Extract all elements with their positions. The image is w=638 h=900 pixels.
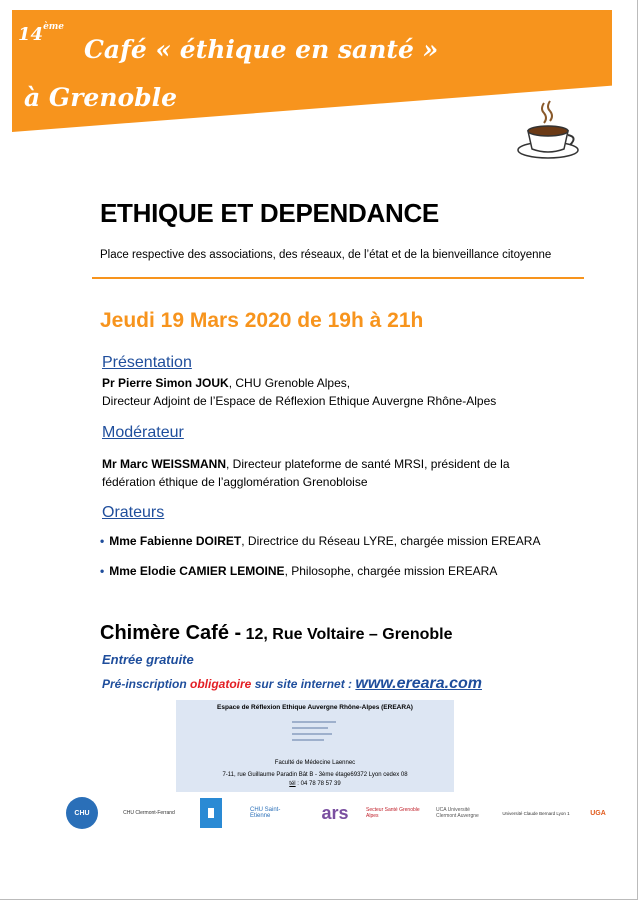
chu-saint-etienne-logo: CHU Saint-Etienne [250, 807, 281, 819]
ucbl-logo: Université Claude Bernard Lyon 1 [502, 810, 570, 816]
moderator-heading: Modérateur [102, 424, 184, 441]
speaker-item: • Mme Elodie CAMIER LEMOINE, Philosophe, chargée mission EREARA [100, 564, 498, 578]
banner-title: Café « éthique en santé » [84, 35, 439, 64]
website-link[interactable]: www.ereara.com [355, 675, 482, 692]
moderator-details: Mr Marc WEISSMANN, Directeur plateforme de santé MRSI, président de la fédération éthique de l’agglomération Grenobloise [102, 457, 510, 489]
event-date: Jeudi 19 Mars 2020 de 19h à 21h [100, 309, 424, 332]
divider [92, 277, 584, 279]
uga-logo: UGA [590, 809, 606, 817]
presentation-details: Pr Pierre Simon JOUK, CHU Grenoble Alpes, Directeur Adjoint de l’Espace de Réflexion Ethique Auvergne Rhône-Alpes [102, 376, 497, 408]
contact-box: Espace de Réflexion Ethique Auvergne Rhône-Alpes (EREARA) Faculté de Médecine Laennec 7-11, rue Guillaume Paradin Bât B - 3ème étage69372 Lyon cedex 08 tél : 04 78 78 57 39 [176, 700, 454, 792]
coffee-cup-icon [514, 95, 584, 165]
chu-logo: CHU [62, 795, 102, 831]
chu-clermont-logo: CHU Clermont-Ferrand [123, 810, 175, 816]
entry-note: Entrée gratuite [102, 652, 194, 667]
venue: Chimère Café - 12, Rue Voltaire – Grenoble [100, 622, 453, 644]
ars-logo: ars [321, 802, 349, 823]
uca-logo: UCA Université Clermont Auvergne [436, 807, 479, 819]
ereara-logo-icon [288, 716, 340, 746]
speaker-item: • Mme Fabienne DOIRET, Directrice du Réseau LYRE, chargée mission EREARA [100, 534, 541, 548]
secteur-sante-logo: Secteur Santé Grenoble Alpes [366, 807, 420, 819]
preregistration: Pré-inscription obligatoire sur site internet : www.ereara.com [102, 675, 482, 692]
edition-number: 14ème [18, 22, 65, 45]
event-subtitle: Place respective des associations, des réseaux, de l’état et de la bienveillance citoyenne [100, 249, 552, 261]
speakers-heading: Orateurs [102, 504, 165, 521]
banner-city: à Grenoble [24, 83, 178, 112]
event-title: ETHIQUE ET DEPENDANCE [100, 198, 439, 228]
presentation-heading: Présentation [102, 354, 192, 371]
institution-logo [198, 795, 224, 831]
